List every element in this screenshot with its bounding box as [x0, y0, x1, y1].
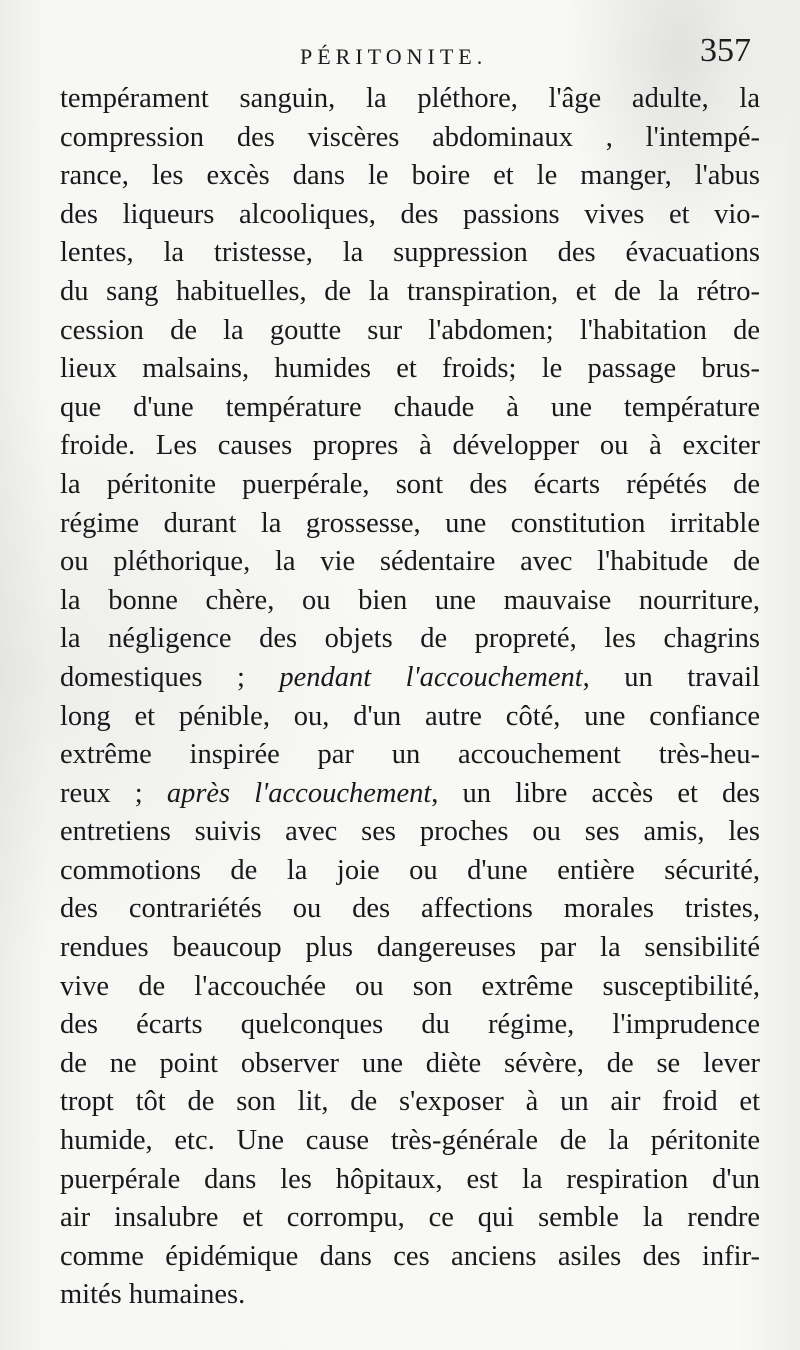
- running-title: PÉRITONITE.: [300, 44, 488, 69]
- text-line: commotions de la joie ou d'une entière sécurité,: [60, 854, 760, 886]
- text-line: extrême inspirée par un accouchement très-heu-: [60, 739, 760, 771]
- text-line: puerpérale dans les hôpitaux, est la respiration d'un: [60, 1163, 760, 1195]
- text-line: [60, 659, 760, 698]
- text-line: lieux malsains, humides et froids; le passage brus-: [60, 353, 760, 385]
- text-line: compression des viscères abdominaux , l'intempé-: [60, 121, 760, 153]
- text-line: que d'une température chaude à une température: [60, 391, 760, 423]
- text-segment: reux ;: [60, 777, 167, 809]
- text-line: des écarts quelconques du régime, l'imprudence: [60, 1009, 760, 1041]
- text-line: entretiens suivis avec ses proches ou ses amis, les: [60, 816, 760, 848]
- text-line: rendues beaucoup plus dangereuses par la sensibilité: [60, 932, 760, 964]
- text-line: lentes, la tristesse, la suppression des évacuations: [60, 237, 760, 269]
- text-line: tropt tôt de son lit, de s'exposer à un air froid et: [60, 1086, 760, 1118]
- text-line: cession de la goutte sur l'abdomen; l'habitation de: [60, 314, 760, 346]
- page-number: 357: [700, 32, 751, 69]
- text-line: rance, les excès dans le boire et le manger, l'abus: [60, 160, 760, 192]
- text-line: tempérament sanguin, la pléthore, l'âge adulte, la: [60, 83, 760, 114]
- text-line: froide. Les causes propres à développer ou à exciter: [60, 430, 760, 462]
- text-line: humide, etc. Une cause très-générale de la péritonite: [60, 1125, 760, 1157]
- text-segment: , un travail: [582, 661, 760, 693]
- text-line: comme épidémique dans ces anciens asiles des infir-: [60, 1240, 760, 1272]
- text-line: la péritonite puerpérale, sont des écarts répétés de: [60, 468, 760, 500]
- text-line: long et pénible, ou, d'un autre côté, une confiance: [60, 700, 760, 732]
- text-line: la bonne chère, ou bien une mauvaise nourriture,: [60, 584, 760, 616]
- text-line: du sang habituelles, de la transpiration, et de la rétro-: [60, 275, 760, 307]
- text-line: régime durant la grossesse, une constitution irritable: [60, 507, 760, 539]
- text-segment: , un libre accès et des: [431, 777, 760, 809]
- italic-text-segment: pendant l'accouchement: [279, 661, 583, 693]
- text-line: vive de l'accouchée ou son extrême susceptibilité,: [60, 970, 760, 1002]
- text-segment: domestiques ;: [60, 661, 280, 693]
- text-line: des liqueurs alcooliques, des passions vives et vio-: [60, 198, 760, 230]
- page-header: [0, 32, 800, 76]
- text-line: la négligence des objets de propreté, les chagrins: [60, 623, 760, 655]
- text-line: air insalubre et corrompu, ce qui semble la rendre: [60, 1202, 760, 1234]
- text-line: mités humaines.: [60, 1279, 246, 1311]
- text-line: des contrariétés ou des affections morales tristes,: [60, 893, 760, 925]
- text-line: de ne point observer une diète sévère, de se lever: [60, 1047, 760, 1079]
- italic-text-segment: après l'accouchement: [166, 777, 432, 809]
- text-line: [60, 775, 760, 814]
- text-line: ou pléthorique, la vie sédentaire avec l'habitude de: [60, 546, 760, 578]
- body-paragraph: [60, 80, 760, 1315]
